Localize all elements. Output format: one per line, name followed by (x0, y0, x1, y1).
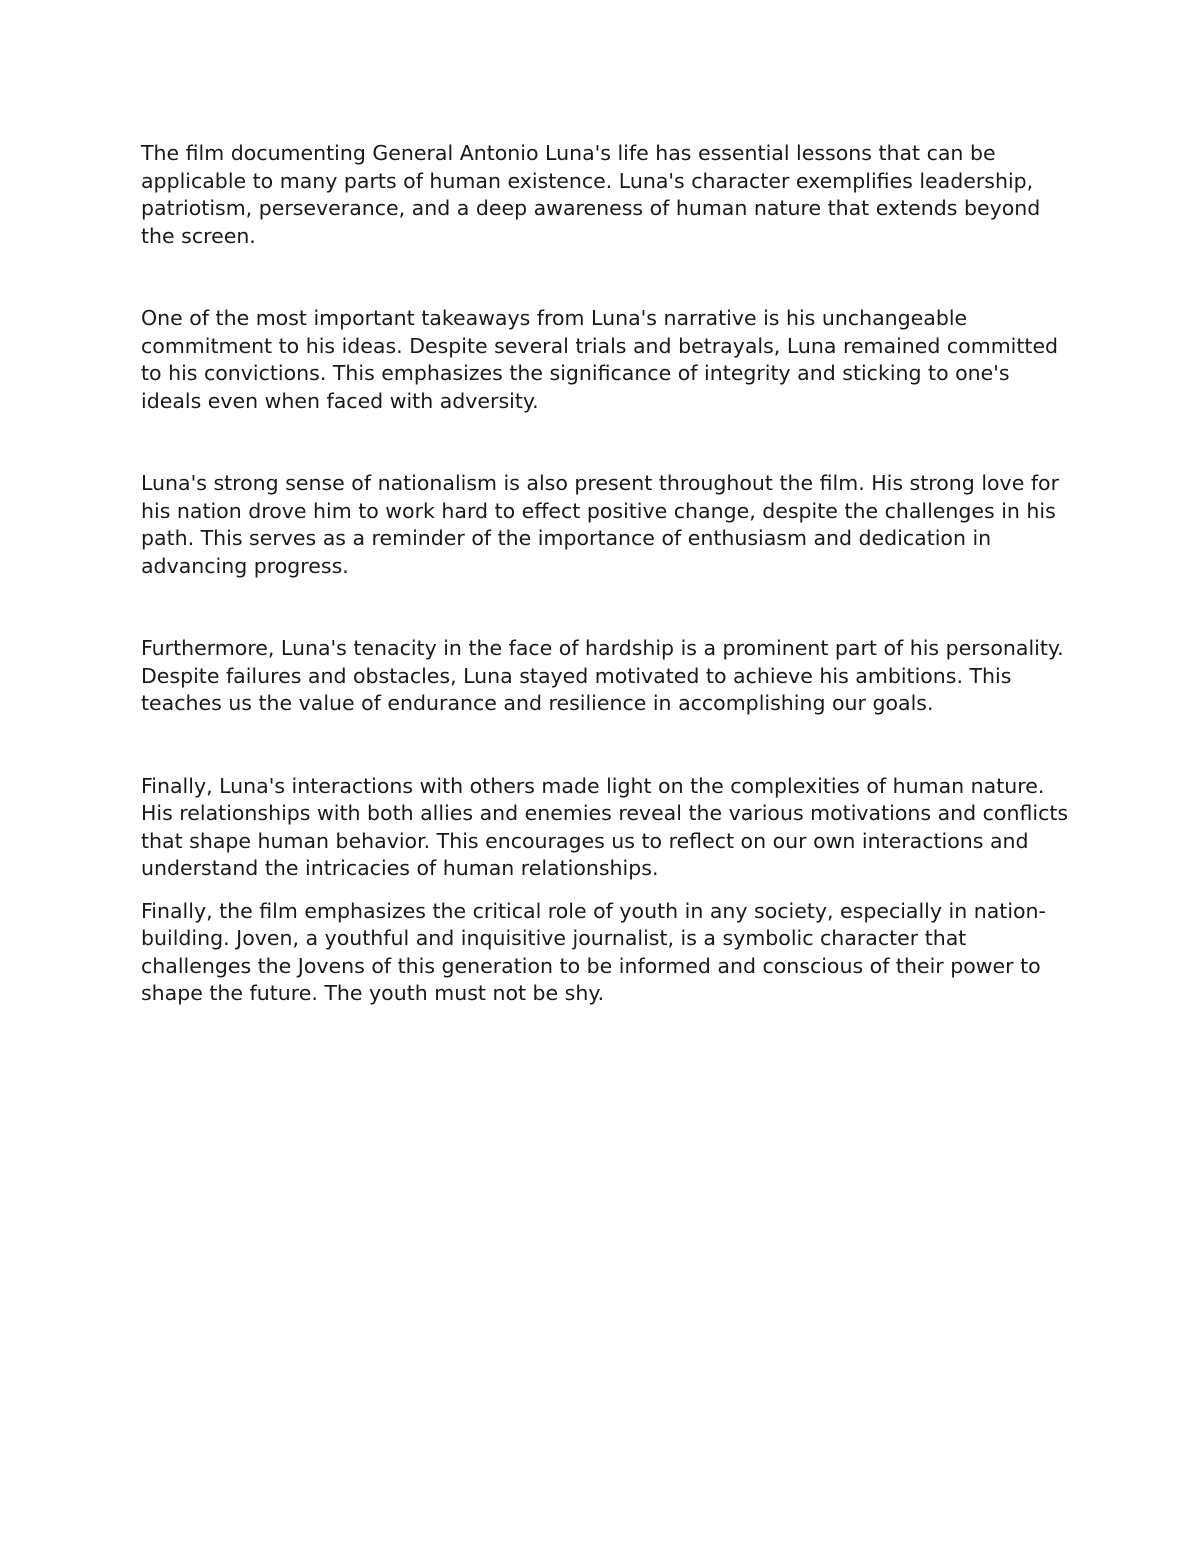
paragraph-5: Finally, Luna's interactions with others made light on the complexities of human nature. His relationships with both allies and enemies reveal the various motivations and conflicts that shape human behavior. This encourages us to reflect on our own interactions and understand the intricacies of human relationships. (141, 773, 1069, 880)
paragraph-3: Luna's strong sense of nationalism is also present throughout the film. His strong love for his nation drove him to work hard to effect positive change, despite the challenges in his path. This serves as a reminder of the importance of enthusiasm and dedication in advancing progress. (141, 471, 1060, 578)
paragraph-2: One of the most important takeaways from Luna's narrative is his unchangeable commitment to his ideas. Despite several trials and betrayals, Luna remained committed to his convictions. This emphasizes the significance of integrity and sticking to one's ideals even when faced with adversity. (141, 306, 1059, 413)
paragraph-6: Finally, the film emphasizes the critical role of youth in any society, especially in nation-building. Joven, a youthful and inquisitive journalist, is a symbolic character that challenges the Jovens of this generation to be informed and conscious of their power to shape the future. The youth must not be shy. (141, 898, 1046, 1005)
paragraph-1: The film documenting General Antonio Luna's life has essential lessons that can be applicable to many parts of human existence. Luna's character exemplifies leadership, patriotism, perseverance, and a deep awareness of human nature that extends beyond the screen. (141, 141, 1041, 248)
document-body (141, 140, 1071, 1008)
paragraph-4: Furthermore, Luna's tenacity in the face of hardship is a prominent part of his personality. Despite failures and obstacles, Luna stayed motivated to achieve his ambitions. This teaches us the value of endurance and resilience in accomplishing our goals. (141, 636, 1064, 715)
